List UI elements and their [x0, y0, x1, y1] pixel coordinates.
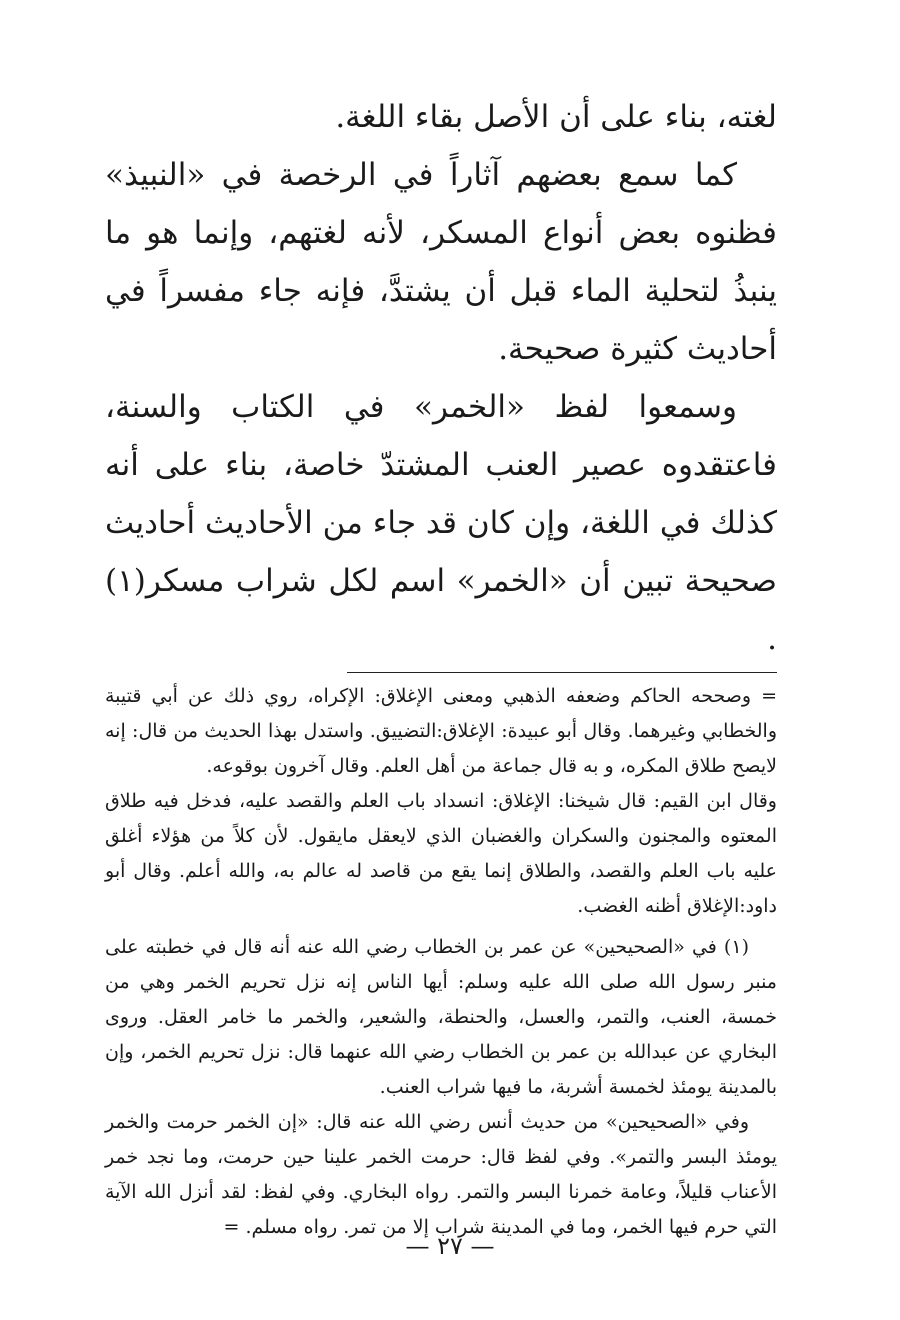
footnote-continuation-p2: وقال ابن القيم: قال شيخنا: الإغلاق: انسداد باب العلم والقصد عليه، فدخل فيه طلاق المعتوه والمجنون والسكران والغضبان الذي لايعقل مايقول. لأن كلاً من هؤلاء أغلق عليه باب العلم والقصد، والطلاق إنما يقع من قاصد له عالم به، والله أعلم. وقال أبو داود:الإغلاق أظنه الغضب.	[105, 790, 777, 917]
footnote-divider	[347, 672, 777, 673]
page-number: — ٢٧ —	[405, 1232, 495, 1260]
paragraph-2: كما سمع بعضهم آثاراً في الرخصة في «النبيذ» فظنوه بعض أنواع المسكر، لأنه لغتهم، وإنما هو ما ينبذُ لتحلية الماء قبل أن يشتدَّ، فإنه جاء مفسراً في أحاديث كثيرة صحيحة.	[105, 157, 777, 367]
footnote-1	[105, 930, 777, 1245]
footnote-1-p1: (١) في «الصحيحين» عن عمر بن الخطاب رضي الله عنه أنه قال في خطبته على منبر رسول الله صلى الله عليه وسلم: أيها الناس إنه نزل تحريم الخمر وهي من خمسة، العنب، والتمر، والعسل، والحنطة، والشعير، والخمر ما خامر العقل. وروى البخاري عن عبدالله بن عمر بن الخطاب رضي الله عنهما قال: نزل تحريم الخمر، وإن بالمدينة يومئذ لخمسة أشربة، ما فيها شراب العنب.	[105, 936, 777, 1098]
footnote-continuation	[105, 679, 777, 924]
footnotes	[105, 679, 777, 1245]
paragraph-1: لغته، بناء على أن الأصل بقاء اللغة.	[335, 99, 777, 135]
footnote-continuation-p1: = وصححه الحاكم وضعفه الذهبي ومعنى الإغلاق: الإكراه، روي ذلك عن أبي قتيبة والخطابي وغيرهما. وقال أبو عبيدة: الإغلاق:التضييق. واستدل بهذا الحديث من قال: إنه لايصح طلاق المكره، و به قال جماعة من أهل العلم. وقال آخرون بوقوعه.	[105, 685, 777, 777]
paragraph-3: وسمعوا لفظ «الخمر» في الكتاب والسنة، فاعتقدوه عصير العنب المشتدّ خاصة، بناء على أنه كذلك في اللغة، وإن كان قد جاء من الأحاديث أحاديث صحيحة تبين أن «الخمر» اسم لكل شراب مسكر(١) .	[105, 389, 777, 657]
footnote-1-p2: وفي «الصحيحين» من حديث أنس رضي الله عنه قال: «إن الخمر حرمت والخمر يومئذ البسر والتمر». وفي لفظ قال: حرمت الخمر علينا حين حرمت، وما نجد خمر الأعناب قليلاً، وعامة خمرنا البسر والتمر. رواه البخاري. وفي لفظ: لقد أنزل الله الآية التي حرم فيها الخمر، وما في المدينة شراب إلا من تمر. رواه مسلم. =	[105, 1111, 777, 1238]
main-text	[105, 88, 777, 668]
document-page	[105, 88, 777, 1251]
